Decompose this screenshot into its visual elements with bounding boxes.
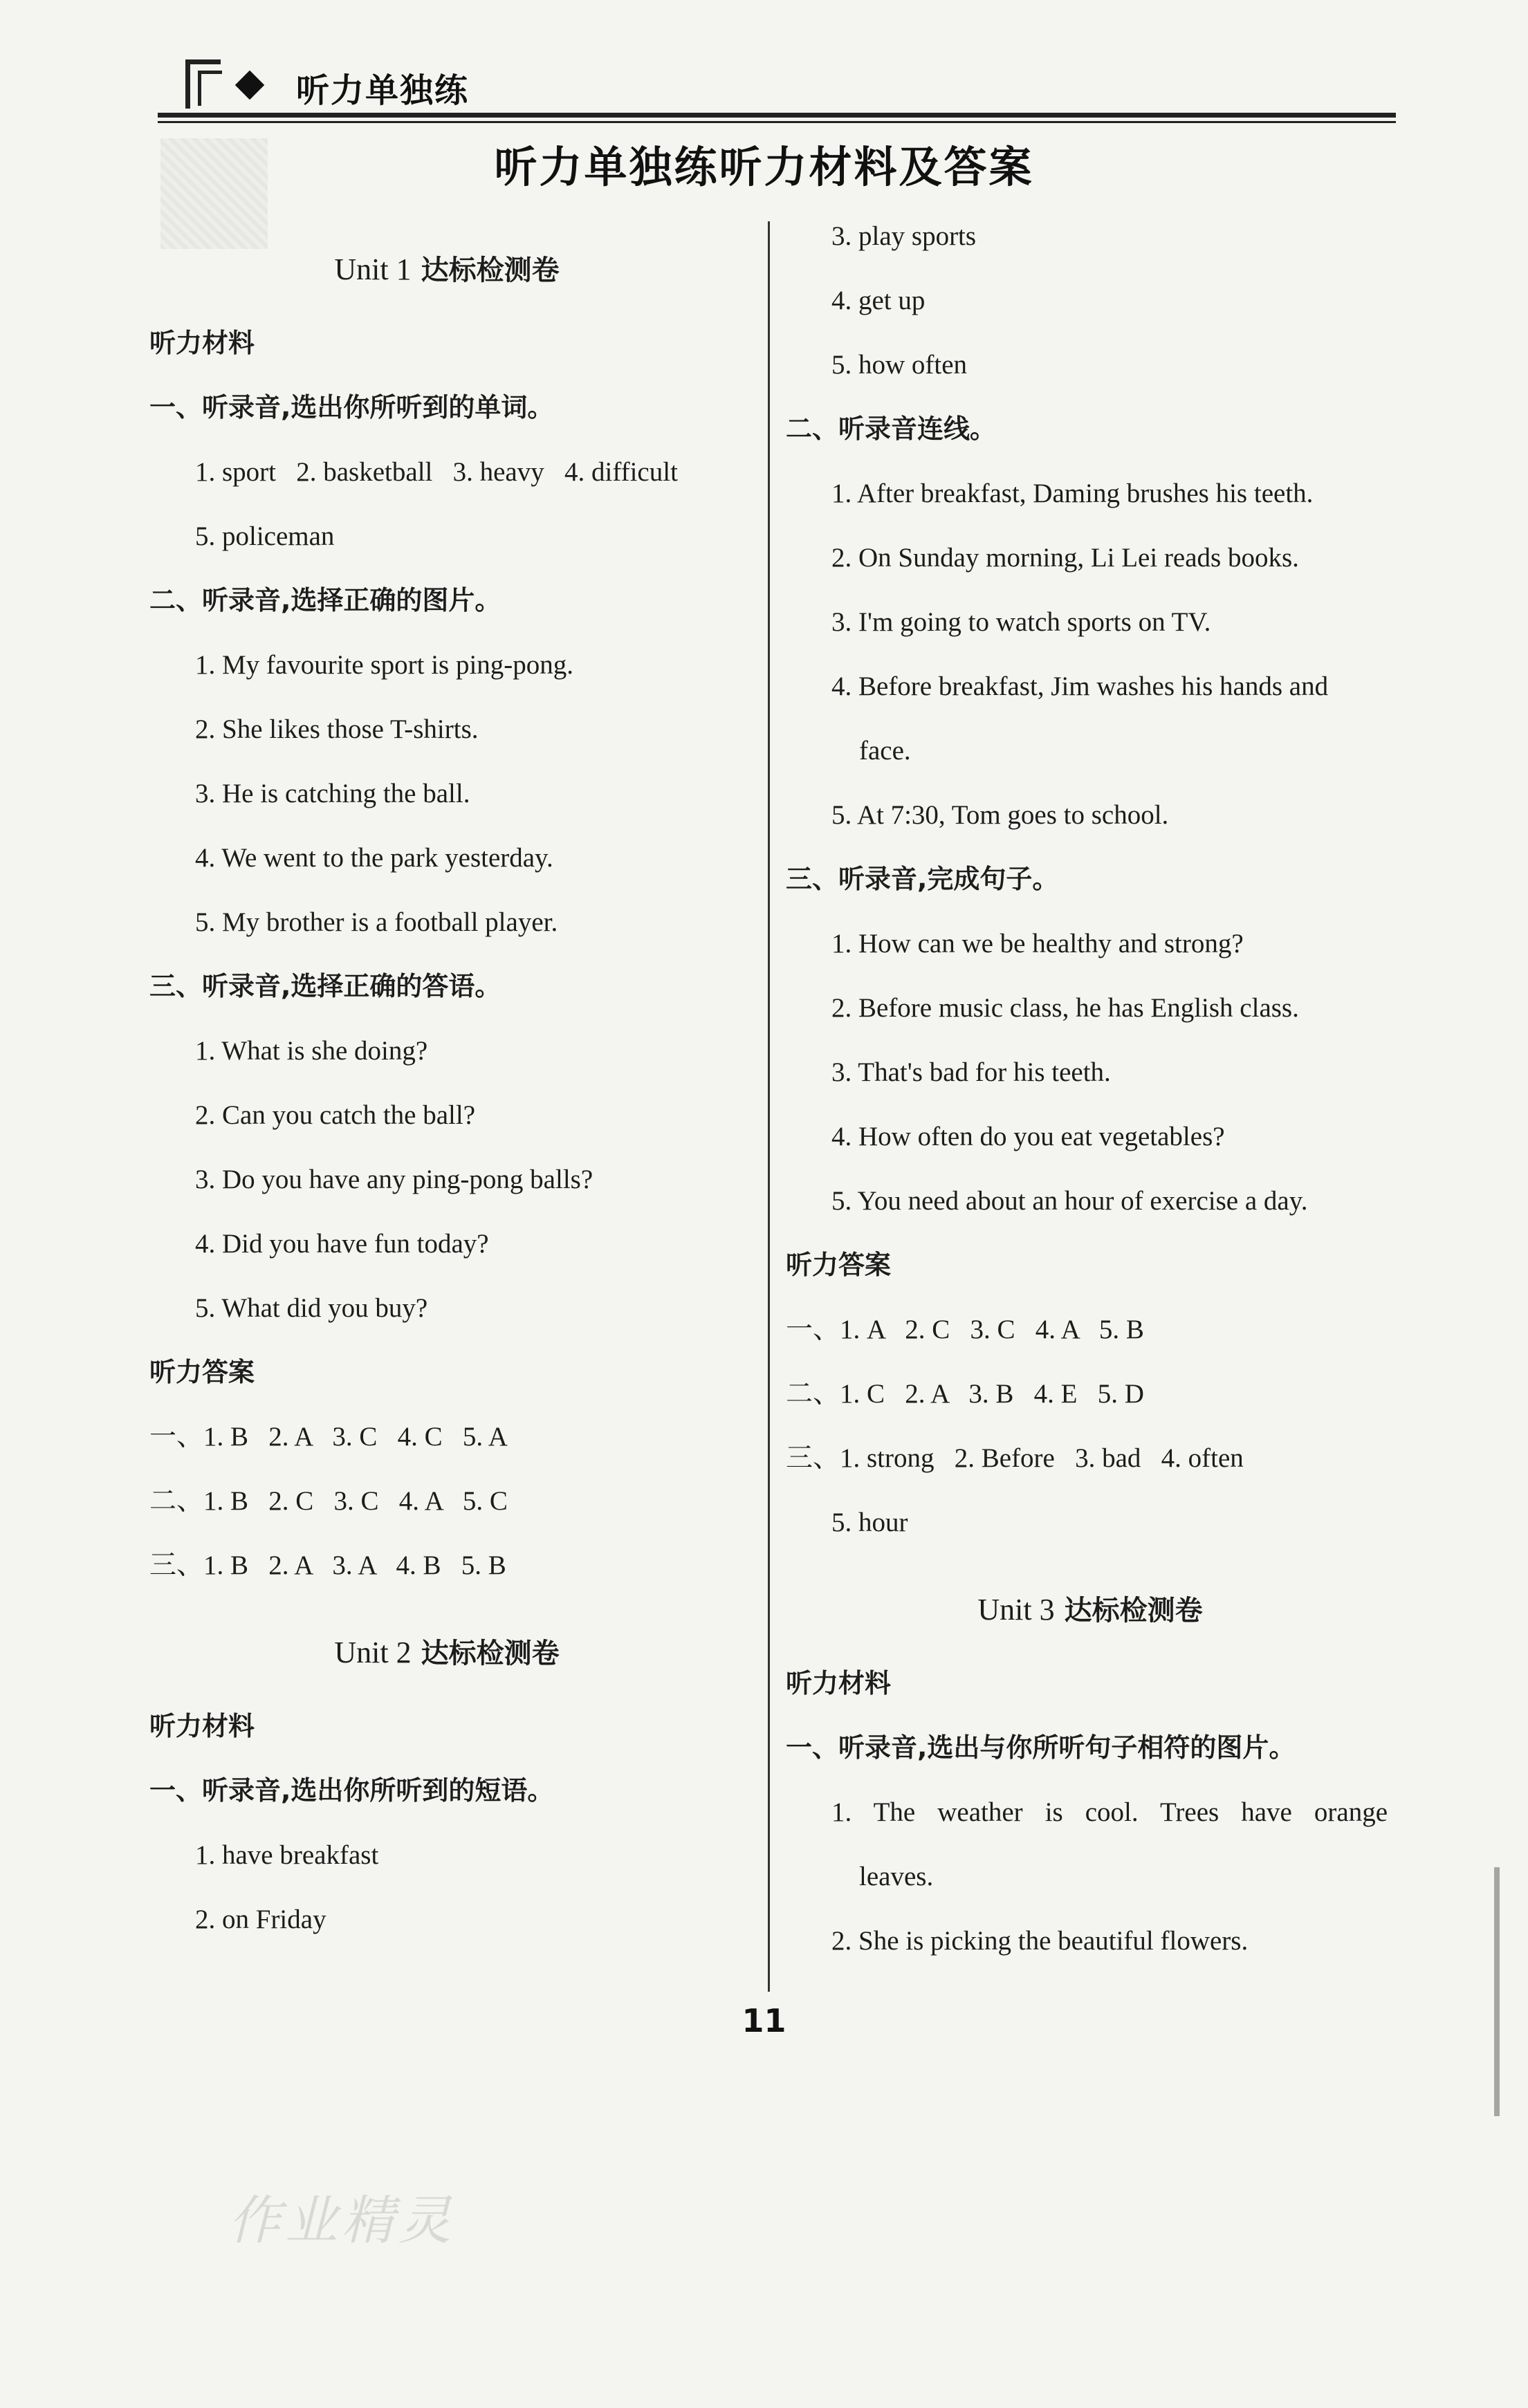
answer-row: 二、1. C 2. A 3. B 4. E 5. D xyxy=(786,1379,1144,1409)
unit-heading xyxy=(786,1555,1394,1651)
list-item: 1. What is she doing? xyxy=(195,1036,428,1066)
corner-bracket-inner-icon xyxy=(198,71,222,106)
list-item-continuation: leaves. xyxy=(859,1862,934,1891)
list-item-continuation: face. xyxy=(859,736,911,766)
question-title: 一、听录音,选出你所听到的短语。 xyxy=(149,1775,554,1806)
answer-row: 三、1. strong 2. Before 3. bad 4. often xyxy=(786,1443,1244,1473)
list-item: 3. That's bad for his teeth. xyxy=(831,1057,1111,1087)
list-item: 2. She likes those T-shirts. xyxy=(195,714,479,744)
question-title: 三、听录音,选择正确的答语。 xyxy=(149,971,501,1001)
list-item: 2. on Friday xyxy=(195,1905,326,1934)
unit-heading xyxy=(149,1597,744,1694)
list-item: 1. After breakfast, Daming brushes his teeth. xyxy=(831,479,1314,508)
list-item: 3. I'm going to watch sports on TV. xyxy=(831,607,1211,637)
question-title: 二、听录音连线。 xyxy=(786,414,997,444)
answer-row: 二、1. B 2. C 3. C 4. A 5. C xyxy=(149,1486,508,1516)
list-item: 2. On Sunday morning, Li Lei reads books. xyxy=(831,543,1299,573)
question-title: 一、听录音,选出你所听到的单词。 xyxy=(149,392,554,423)
unit-heading xyxy=(149,214,744,311)
column-divider xyxy=(768,221,770,1992)
running-header xyxy=(158,54,1396,123)
answer-row-continuation: 5. hour xyxy=(831,1508,908,1537)
list-item: 4. Did you have fun today? xyxy=(195,1229,489,1259)
list-item: 1. My favourite sport is ping-pong. xyxy=(195,650,574,680)
answer-row: 一、1. B 2. A 3. C 4. C 5. A xyxy=(149,1422,508,1452)
unit-label: 达标检测卷 xyxy=(1064,1595,1203,1627)
list-item: 1. The weather is cool. Trees have orange xyxy=(831,1797,1388,1827)
page-number: 11 xyxy=(742,2002,786,2039)
unit-label: 达标检测卷 xyxy=(421,1638,560,1669)
answer-row: 三、1. B 2. A 3. A 4. B 5. B xyxy=(149,1550,506,1580)
list-item: 3. He is catching the ball. xyxy=(195,779,470,808)
list-item: 2. She is picking the beautiful flowers. xyxy=(831,1926,1249,1956)
section-heading: 听力材料 xyxy=(786,1668,892,1698)
question-title: 三、听录音,完成句子。 xyxy=(786,864,1059,894)
unit-number: Unit 1 xyxy=(334,252,412,286)
section-heading: 听力材料 xyxy=(149,328,255,358)
list-item: 1. have breakfast xyxy=(195,1840,379,1870)
page-title: 听力单独练听力材料及答案 xyxy=(494,142,1034,192)
question-title: 一、听录音,选出与你所听句子相符的图片。 xyxy=(786,1732,1296,1763)
unit-label: 达标检测卷 xyxy=(421,254,560,286)
section-heading: 听力材料 xyxy=(149,1711,255,1741)
answer-row: 一、1. A 2. C 3. C 4. A 5. B xyxy=(786,1315,1144,1344)
watermark-logo: 作业精灵 xyxy=(228,2189,455,2251)
list-item: 5. You need about an hour of exercise a day. xyxy=(831,1186,1308,1216)
question-title: 二、听录音,选择正确的图片。 xyxy=(149,585,501,615)
list-item: 5. My brother is a football player. xyxy=(195,907,558,937)
header-title: 听力单独练 xyxy=(296,71,470,110)
list-item: 3. play sports xyxy=(831,221,977,251)
left-column xyxy=(149,214,744,1952)
diamond-icon xyxy=(235,71,264,100)
list-item: 1. How can we be healthy and strong? xyxy=(831,929,1244,958)
header-rule-thin xyxy=(158,121,1396,123)
right-column xyxy=(786,204,1394,1973)
header-rule xyxy=(158,113,1396,118)
list-item: 4. Before breakfast, Jim washes his hands and xyxy=(831,672,1329,701)
list-item: 2. Can you catch the ball? xyxy=(195,1100,476,1130)
list-item: 5. policeman xyxy=(195,521,335,551)
section-heading: 听力答案 xyxy=(149,1357,255,1387)
list-item: 2. Before music class, he has English class. xyxy=(831,993,1299,1023)
list-item: 5. how often xyxy=(831,350,968,380)
section-heading: 听力答案 xyxy=(786,1250,892,1280)
list-item: 4. How often do you eat vegetables? xyxy=(831,1122,1225,1151)
list-item: 1. sport 2. basketball 3. heavy 4. difficult xyxy=(195,457,678,487)
scan-edge-mark xyxy=(1494,1867,1500,2116)
list-item: 5. At 7:30, Tom goes to school. xyxy=(831,800,1169,830)
list-item: 4. We went to the park yesterday. xyxy=(195,843,553,873)
unit-number: Unit 3 xyxy=(977,1593,1055,1627)
list-item: 4. get up xyxy=(831,286,926,315)
list-item: 5. What did you buy? xyxy=(195,1293,428,1323)
list-item: 3. Do you have any ping-pong balls? xyxy=(195,1165,593,1194)
unit-number: Unit 2 xyxy=(334,1636,412,1669)
